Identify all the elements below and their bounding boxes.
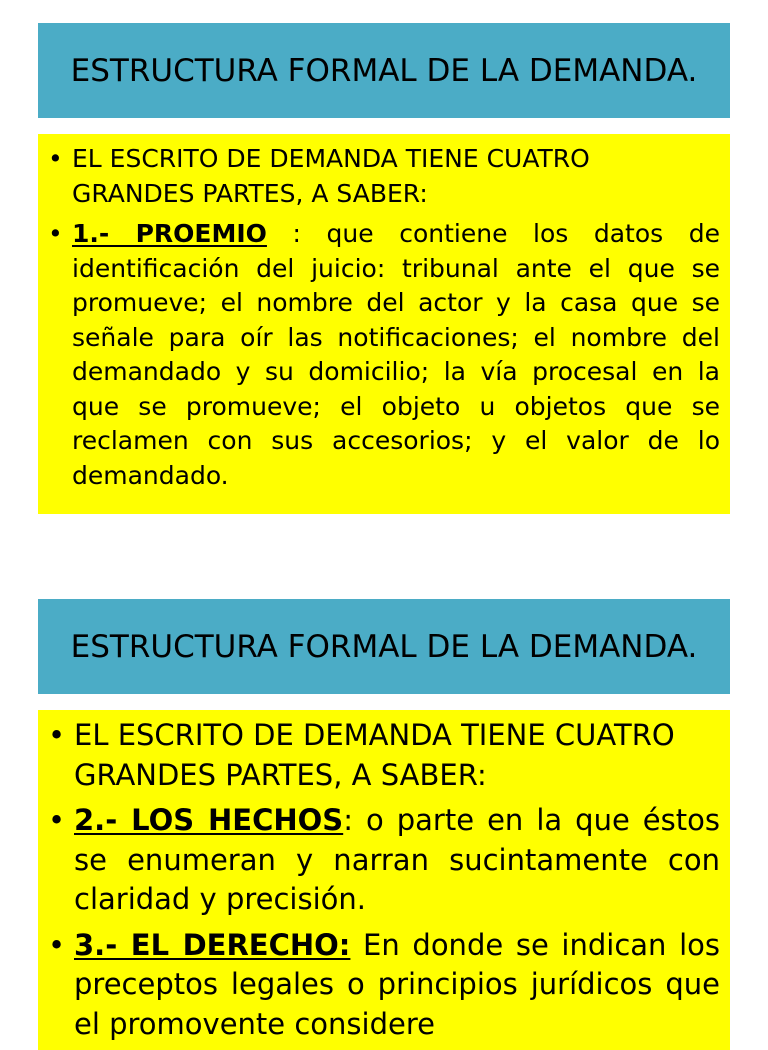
slide-2-content-box <box>38 710 730 1050</box>
bullet-item <box>48 926 720 1045</box>
slide-1-title-bar <box>38 23 730 118</box>
bullet-item <box>48 716 720 795</box>
slide-1-content-box <box>38 134 730 514</box>
slide-2-title-bar <box>38 599 730 694</box>
bullet-dot-icon: • <box>48 144 63 173</box>
bullet-item <box>48 142 720 211</box>
slide-2-bullet-list <box>48 716 720 1044</box>
bullet-dot-icon: • <box>48 219 63 248</box>
bullet-item <box>48 801 720 920</box>
bullet-dot-icon: • <box>48 803 66 837</box>
bullet-text: EL ESCRITO DE DEMANDA TIENE CUATRO GRANDES PARTES, A SABER: <box>74 718 675 792</box>
section-term-hechos: 2.- LOS HECHOS <box>74 803 344 837</box>
bullet-text: : que contiene los datos de identificación del juicio: tribunal ante el que se promueve; el nombre del actor y la casa que se señale para oír las notificaciones; el nombre del demandado y su domicilio; la vía procesal en la que se promueve; el objeto u objetos que se reclamen con sus accesorios; y el valor de lo demandado. <box>72 219 721 490</box>
bullet-text: EL ESCRITO DE DEMANDA TIENE CUATRO GRANDES PARTES, A SABER: <box>72 144 590 208</box>
section-term-proemio: 1.- PROEMIO <box>72 219 267 248</box>
slide-1-bullet-list <box>48 142 720 493</box>
bullet-text: En donde se indican los preceptos legales o principios jurídicos que el promovente considere <box>74 927 720 1041</box>
bullet-item <box>48 217 720 493</box>
slide-1-title: ESTRUCTURA FORMAL DE LA DEMANDA. <box>70 52 698 89</box>
bullet-dot-icon: • <box>48 927 66 962</box>
bullet-dot-icon: • <box>48 718 66 752</box>
bullet-text: : o parte en la que éstos se enumeran y narran sucintamente con claridad y precisión. <box>74 803 720 916</box>
slide-2-title: ESTRUCTURA FORMAL DE LA DEMANDA. <box>70 628 698 665</box>
section-term-derecho: 3.- EL DERECHO: <box>74 927 351 962</box>
